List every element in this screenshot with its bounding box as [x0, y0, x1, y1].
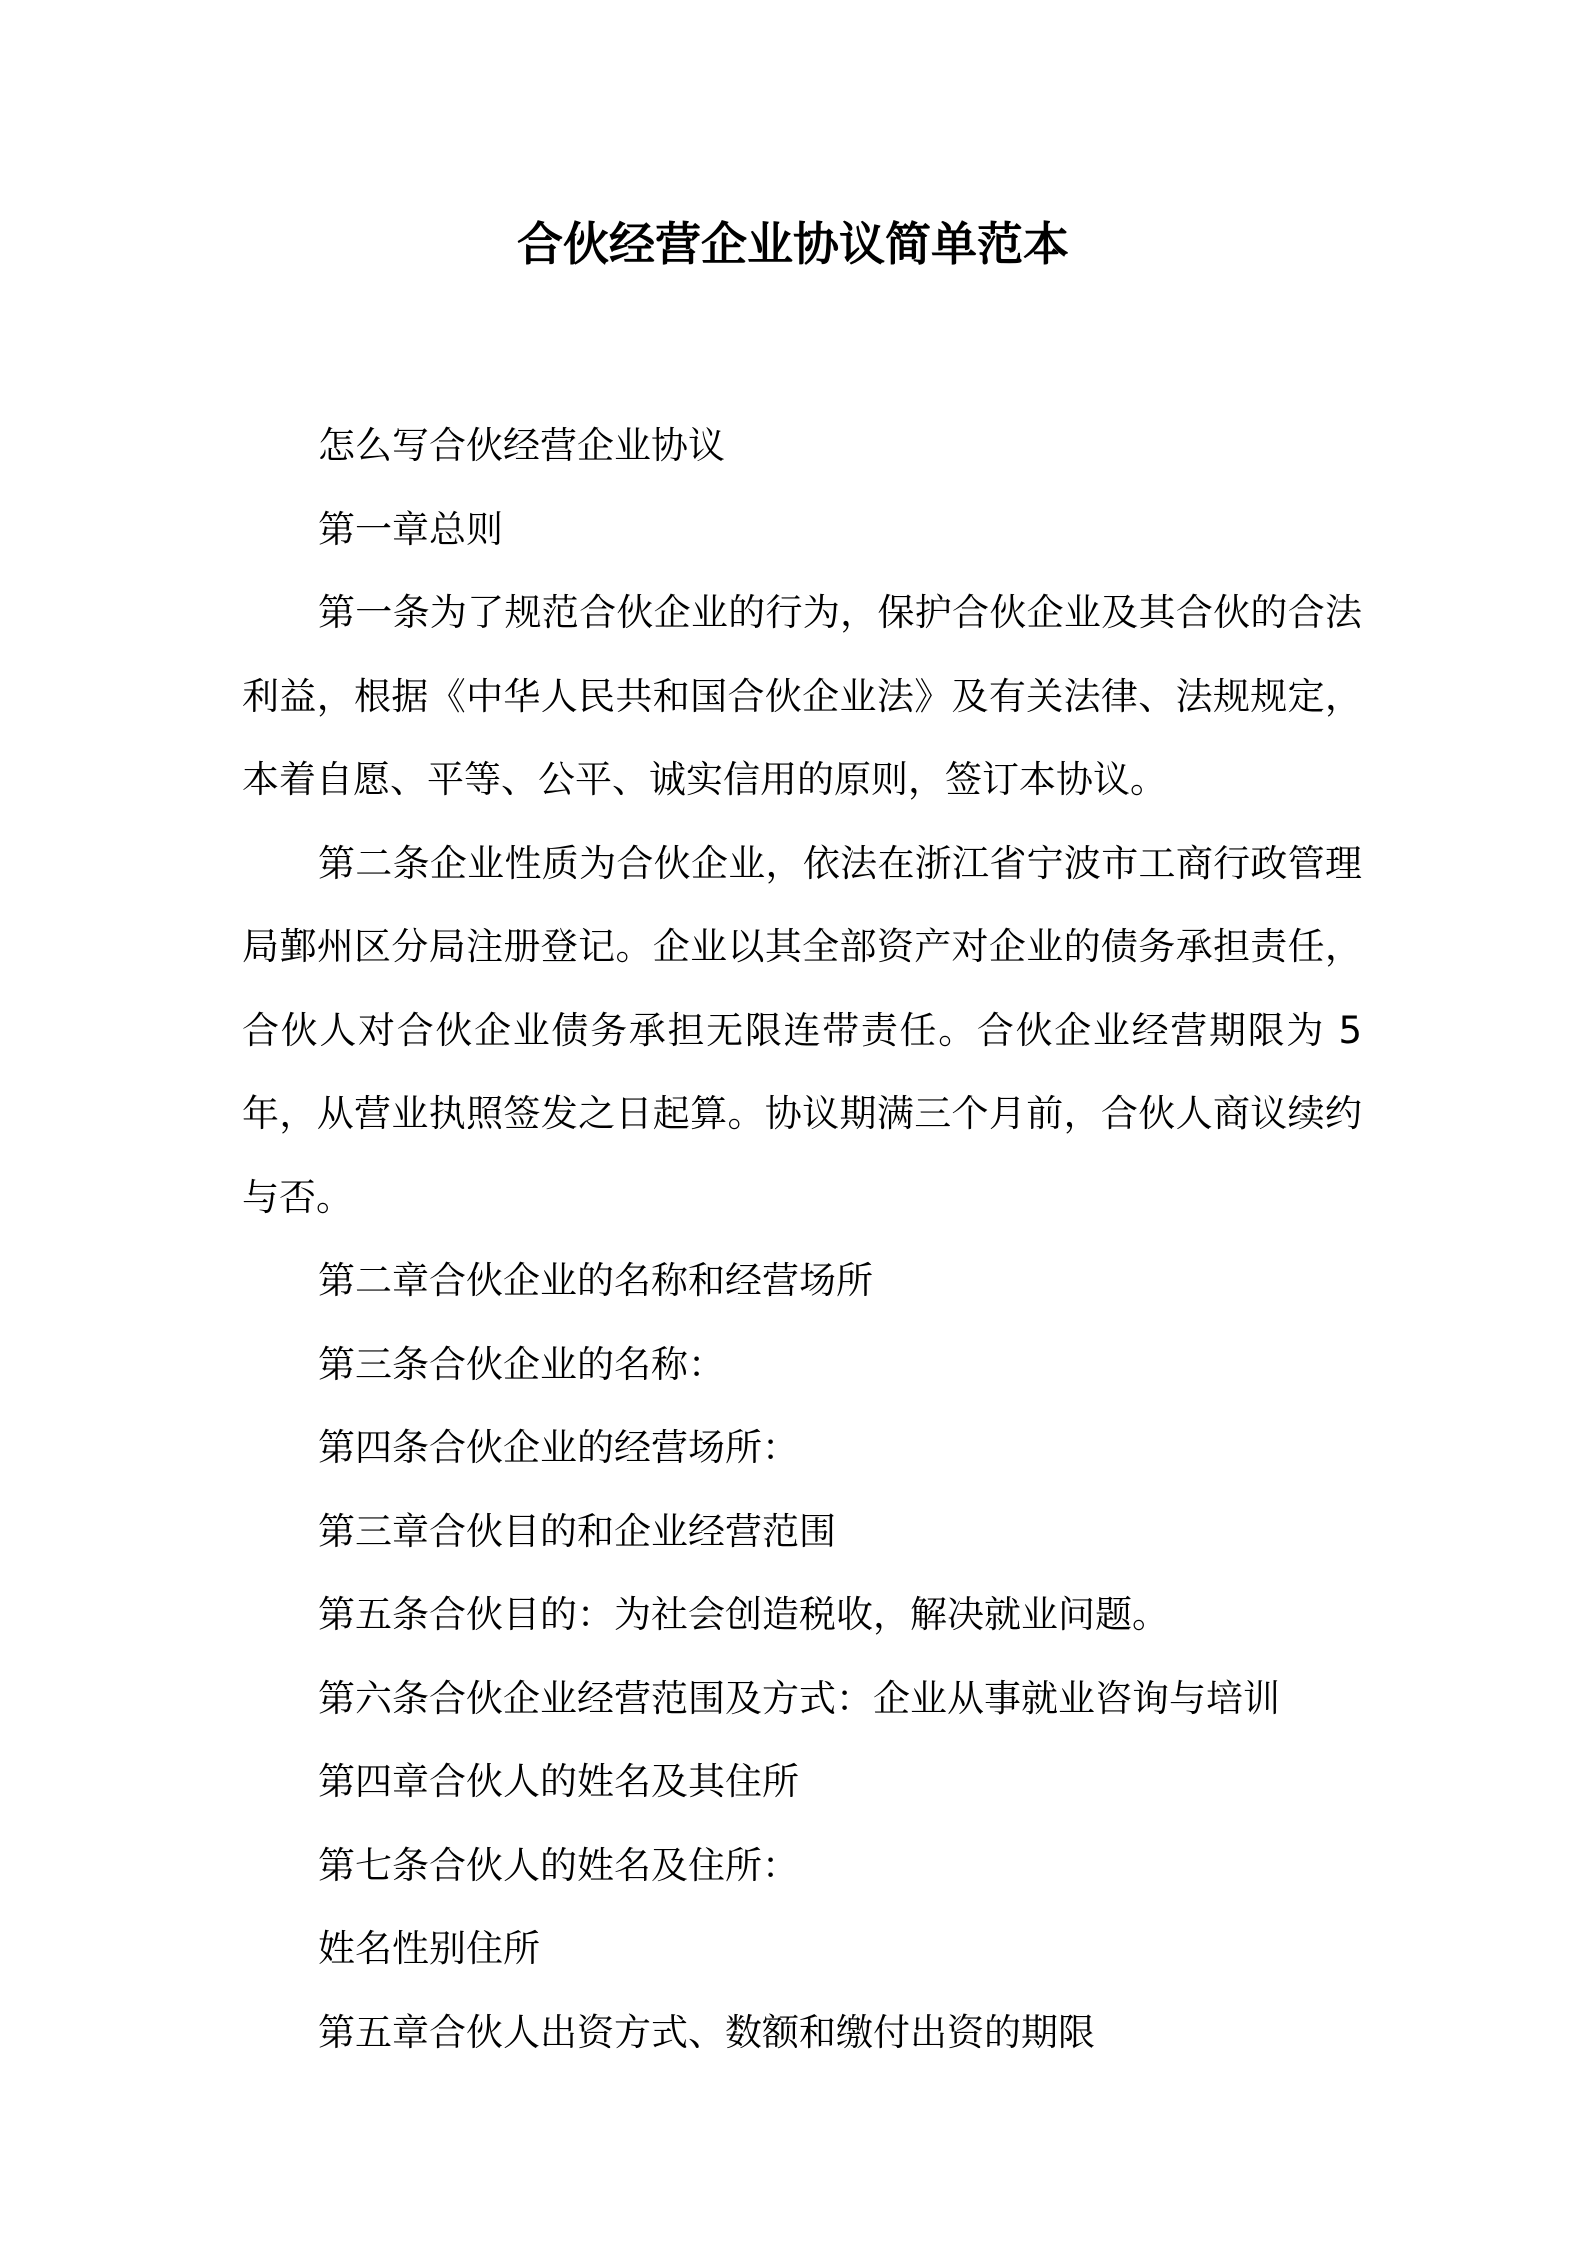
article-7: 第七条合伙人的姓名及住所： — [318, 1843, 799, 1887]
document-title: 合伙经营企业协议简单范本 — [517, 217, 1069, 271]
article-3: 第三条合伙企业的名称： — [318, 1342, 725, 1386]
chapter-1-heading: 第一章总则 — [318, 507, 503, 551]
document-body — [242, 404, 1362, 2074]
article-4: 第四条合伙企业的经营场所： — [318, 1426, 799, 1469]
chapter-5-heading: 第五章合伙人出资方式、数额和缴付出资的期限 — [318, 2010, 1095, 2054]
article-5: 第五条合伙目的：为社会创造税收，解决就业问题。 — [318, 1593, 1169, 1636]
article-6: 第六条合伙企业经营范围及方式：企业从事就业咨询与培训 — [318, 1676, 1280, 1720]
chapter-4-heading: 第四章合伙人的姓名及其住所 — [318, 1760, 799, 1803]
article-2: 第二条企业性质为合伙企业，依法在浙江省宁波市工商行政管理局鄞州区分局注册登记。企业以其全部资产对企业的债务承担责任，合伙人对合伙企业债务承担无限连带责任。合伙企业经营期限为 5 年，从营业执照签发之日起算。协议期满三个月前，合伙人商议续约与否。 — [242, 841, 1362, 1219]
chapter-3-heading: 第三章合伙目的和企业经营范围 — [318, 1509, 836, 1553]
paragraph-how-to-write: 怎么写合伙经营企业协议 — [318, 424, 725, 467]
chapter-2-heading: 第二章合伙企业的名称和经营场所 — [318, 1259, 873, 1302]
partner-columns-line: 姓名性别住所 — [318, 1927, 540, 1970]
article-1: 第一条为了规范合伙企业的行为，保护合伙企业及其合伙的合法利益，根据《中华人民共和国合伙企业法》及有关法律、法规规定，本着自愿、平等、公平、诚实信用的原则，签订本协议。 — [242, 591, 1362, 801]
